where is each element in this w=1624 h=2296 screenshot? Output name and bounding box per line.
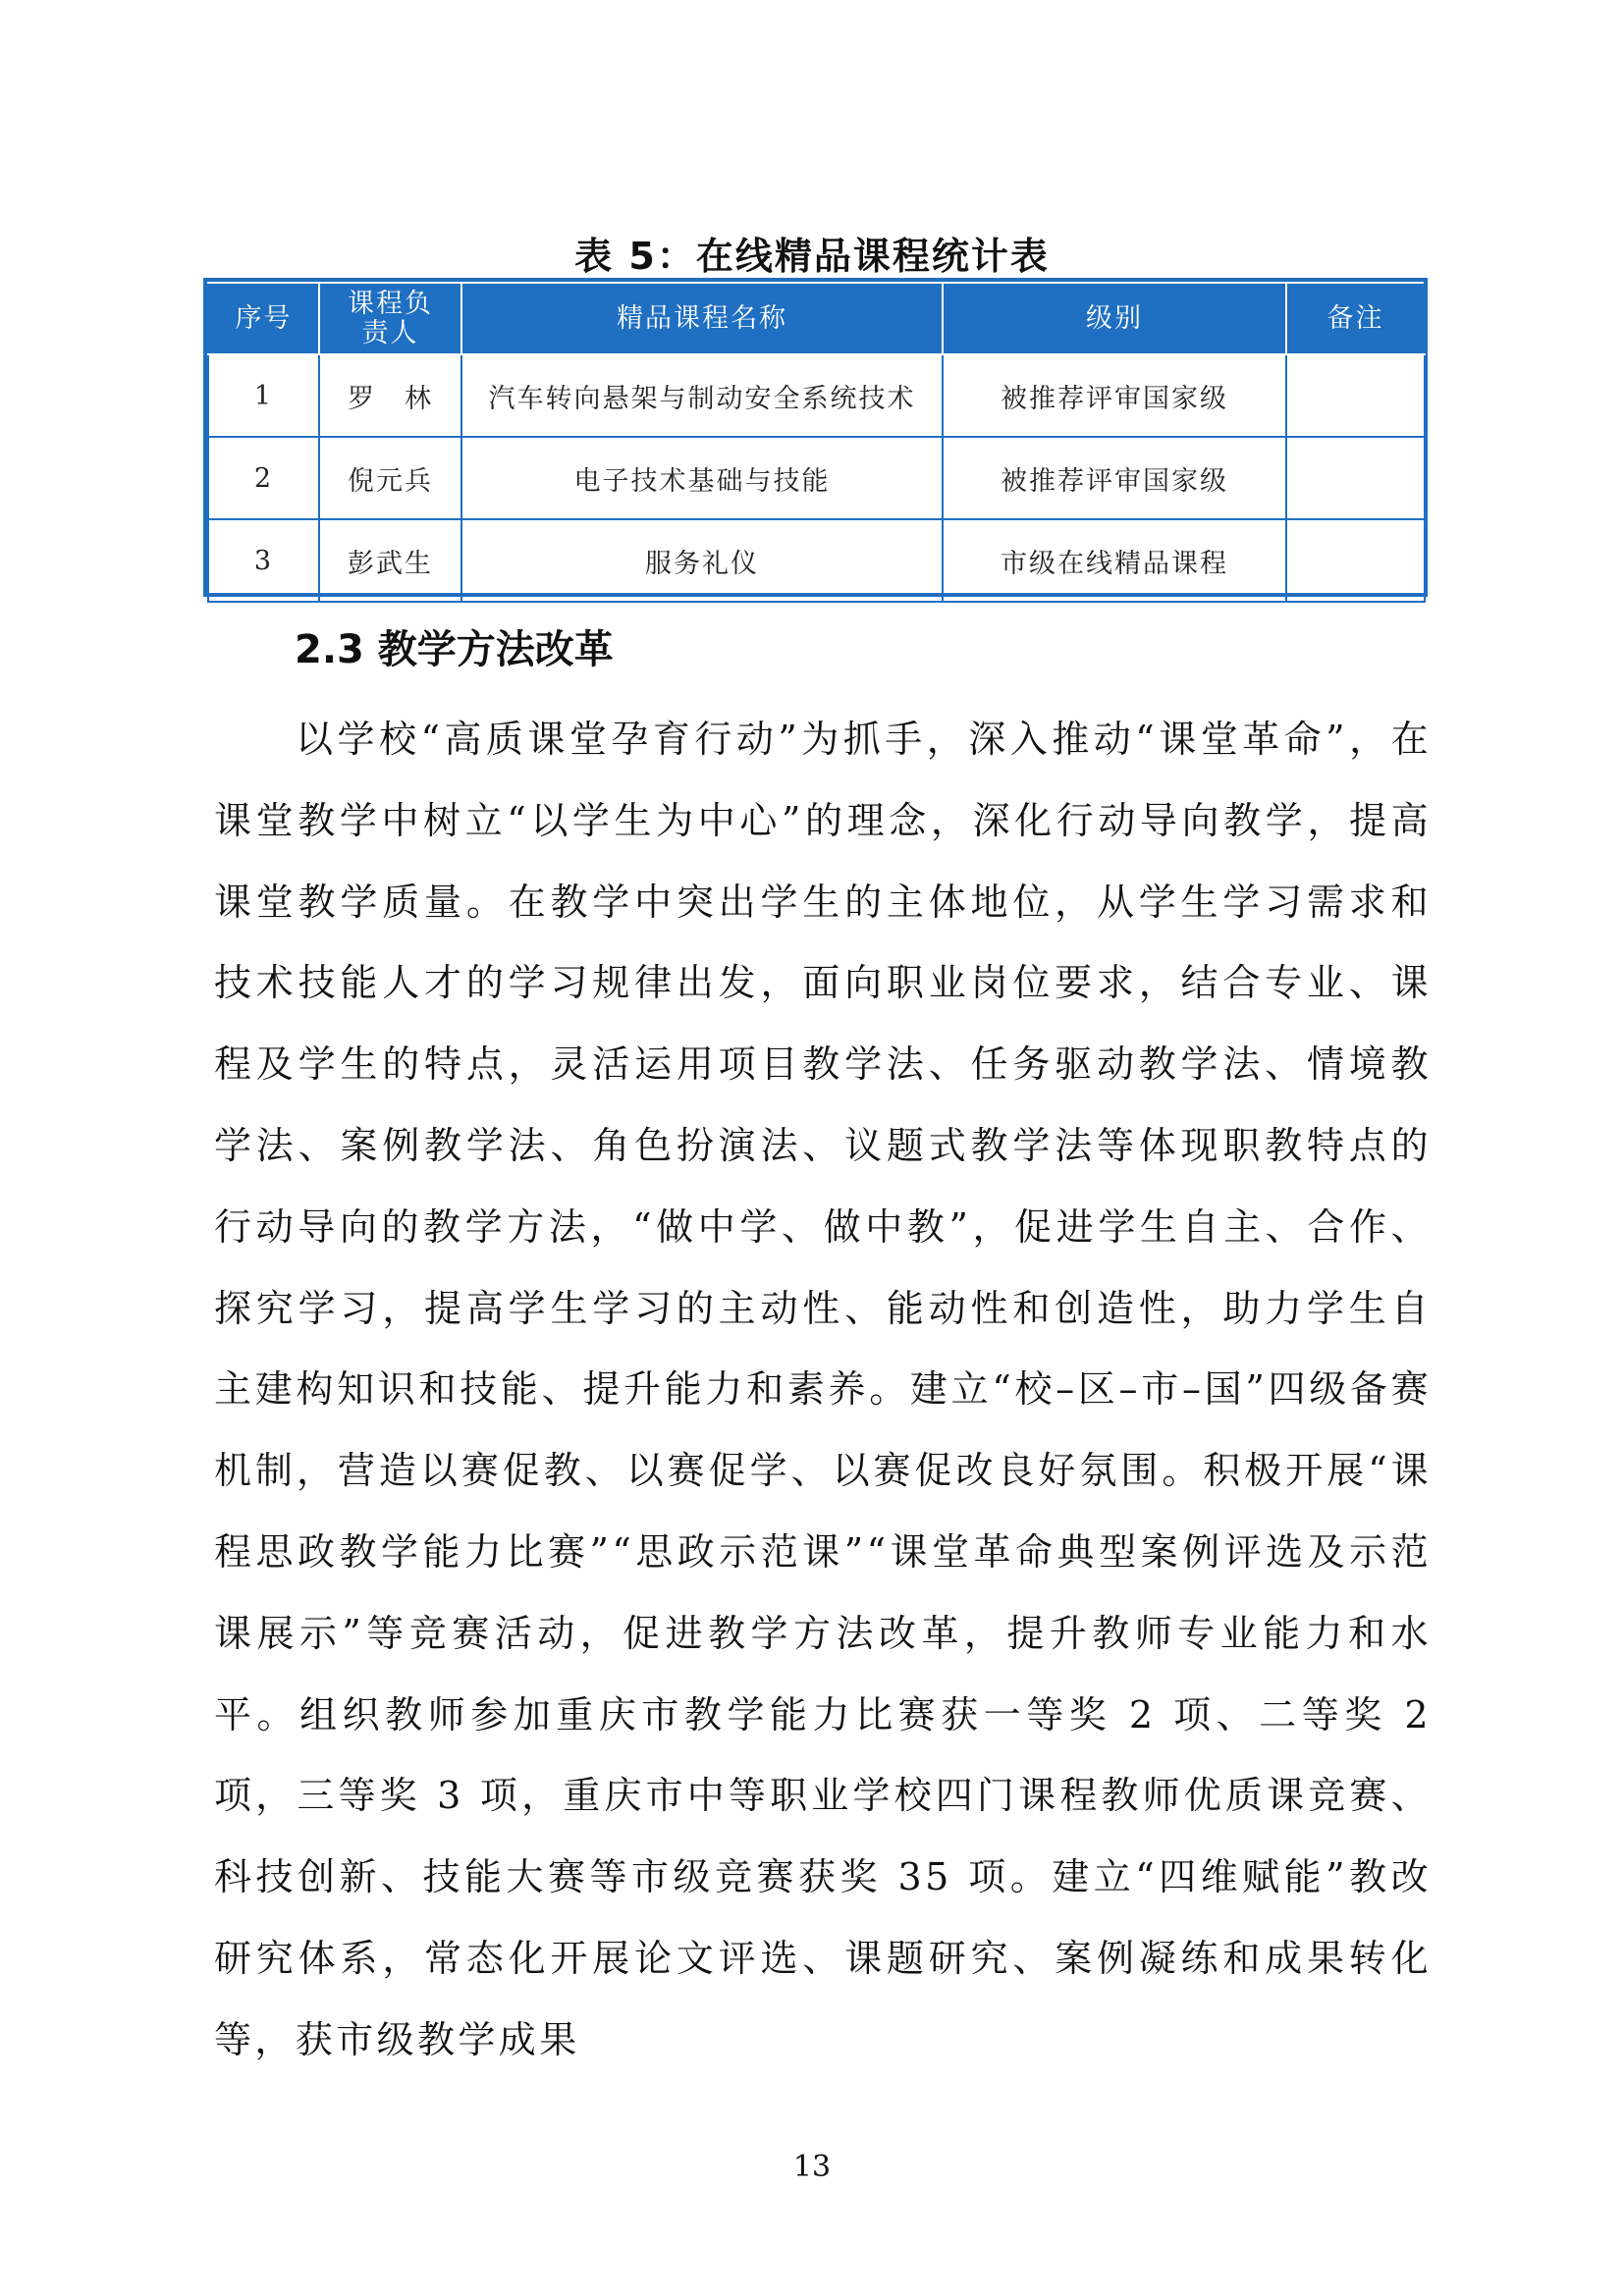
table-row (208, 437, 1425, 519)
header-course-name: 精品课程名称 (461, 283, 943, 354)
page-number: 13 (792, 2150, 832, 2184)
cell-index: 3 (208, 519, 319, 602)
cell-level: 市级在线精品课程 (943, 519, 1286, 602)
cell-level: 被推荐评审国家级 (943, 437, 1286, 519)
header-index: 序号 (208, 283, 319, 354)
cell-remarks (1286, 437, 1425, 519)
table-caption: 表 5：在线精品课程统计表 (574, 235, 1050, 278)
cell-teacher: 罗 林 (319, 354, 461, 437)
header-remarks: 备注 (1286, 283, 1425, 354)
cell-teacher: 彭武生 (319, 519, 461, 602)
table-row (208, 354, 1425, 437)
table-header-row (208, 283, 1425, 354)
cell-course-name: 汽车转向悬架与制动安全系统技术 (461, 354, 943, 437)
cell-index: 2 (208, 437, 319, 519)
course-table (203, 278, 1428, 597)
cell-course-name: 服务礼仪 (461, 519, 943, 602)
header-teacher: 课程负责人 (319, 283, 461, 354)
body-paragraph: 以学校“高质课堂孕育行动”为抓手，深入推动“课堂革命”，在课堂教学中树立“以学生为中心”的理念，深化行动导向教学，提高课堂教学质量。在教学中突出学生的主体地位，从学生学习需求和技术技能人才的学习规律出发，面向职业岗位要求，结合专业、课程及学生的特点，灵活运用项目教学法、任务驱动教学法、情境教学法、案例教学法、角色扮演法、议题式教学法等体现职教特点的行动导向的教学方法，“做中学、做中教”，促进学生自主、合作、探究学习，提高学生学习的主动性、能动性和创造性，助力学生自主建构知识和技能、提升能力和素养。建立“校–区–市–国”四级备赛机制，营造以赛促教、以赛促学、以赛促改良好氛围。积极开展“课程思政教学能力比赛”“思政示范课”“课堂革命典型案例评选及示范课展示”等竞赛活动，促进教学方法改革，提升教师专业能力和水平。组织教师参加重庆市教学能力比赛获一等奖 2 项、二等奖 2 项，三等奖 3 项，重庆市中等职业学校四门课程教师优质课竞赛、科技创新、技能大赛等市级竞赛获奖 35 项。建立“四维赋能”教改研究体系，常态化开展论文评选、课题研究、案例凝练和成果转化等，获市级教学成果 (214, 718, 1433, 2061)
header-level: 级别 (943, 283, 1286, 354)
cell-teacher: 倪元兵 (319, 437, 461, 519)
table-row (208, 519, 1425, 602)
cell-remarks (1286, 354, 1425, 437)
cell-index: 1 (208, 354, 319, 437)
cell-course-name: 电子技术基础与技能 (461, 437, 943, 519)
cell-remarks (1286, 519, 1425, 602)
cell-level: 被推荐评审国家级 (943, 354, 1286, 437)
section-heading: 2.3 教学方法改革 (295, 627, 614, 672)
